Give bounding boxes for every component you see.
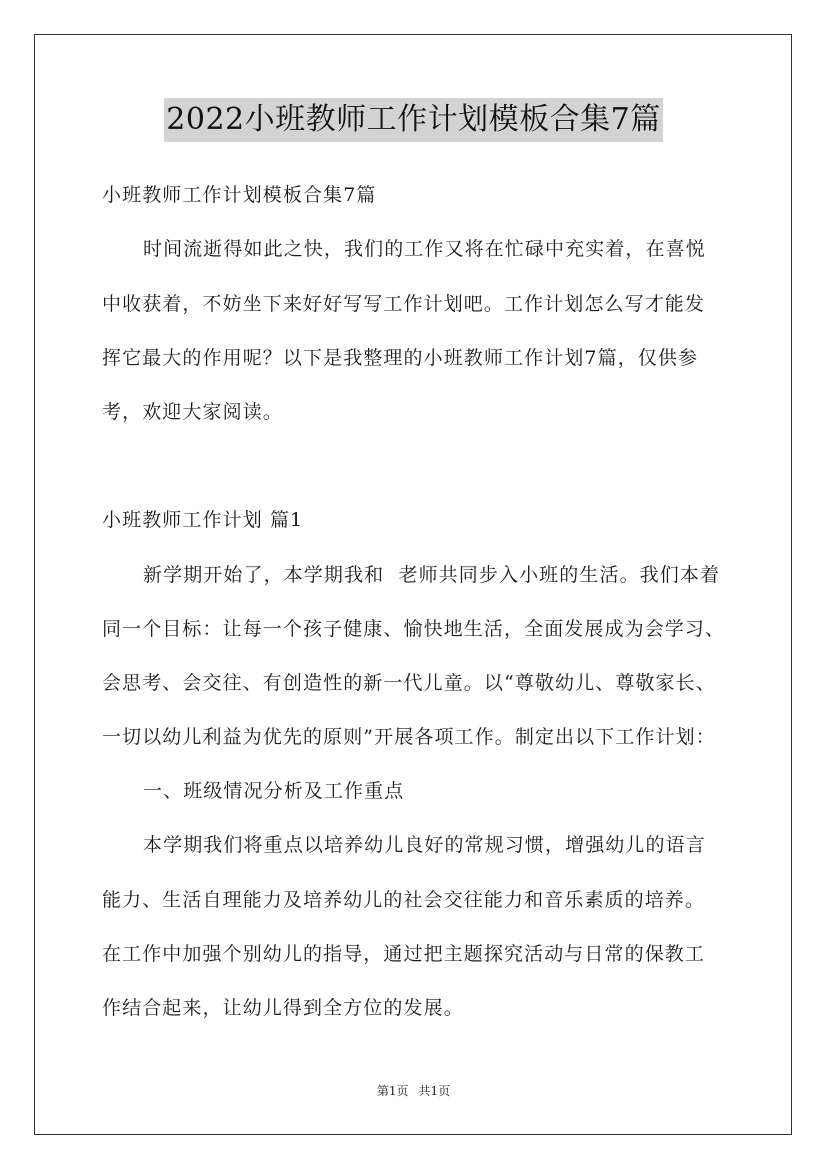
page-footer — [0, 1083, 827, 1099]
paragraph-line: 同一个目标：让每一个孩子健康、愉快地生活，全面发展成为会学习、 — [102, 618, 726, 640]
page-total: 共1页 — [418, 1084, 451, 1098]
paragraph-line: 新学期开始了，本学期我和 老师共同步入小班的生活。我们本着 — [143, 564, 721, 586]
paragraph-line: 作结合起来，让幼儿得到全方位的发展。 — [102, 997, 464, 1019]
document-subtitle: 小班教师工作计划模板合集7篇 — [102, 184, 377, 206]
intro-line: 考，欢迎大家阅读。 — [102, 401, 283, 423]
paragraph-line: 一切以幼儿利益为优先的原则”开展各项工作。制定出以下工作计划： — [102, 726, 716, 748]
paragraph-line: 在工作中加强个别幼儿的指导，通过把主题探究活动与日常的保教工 — [102, 943, 706, 965]
paragraph-line: 本学期我们将重点以培养幼儿良好的常规习惯，增强幼儿的语言 — [143, 834, 706, 856]
document-title: 2022小班教师工作计划模板合集7篇 — [164, 98, 662, 142]
paragraph-line: 会思考、会交往、有创造性的新一代儿童。以“尊敬幼儿、尊敬家长、 — [102, 672, 716, 694]
title-container — [0, 98, 827, 142]
intro-line: 中收获着，不妨坐下来好好写写工作计划吧。工作计划怎么写才能发 — [102, 293, 706, 315]
paragraph-line: 能力、生活自理能力及培养幼儿的社会交往能力和音乐素质的培养。 — [102, 889, 706, 911]
intro-line: 时间流逝得如此之快，我们的工作又将在忙碌中充实着，在喜悦 — [143, 238, 706, 260]
section-heading: 小班教师工作计划 篇1 — [102, 509, 304, 531]
page-number: 第1页 — [376, 1084, 409, 1098]
subheading: 一、班级情况分析及工作重点 — [143, 780, 405, 802]
intro-line: 挥它最大的作用呢？以下是我整理的小班教师工作计划7篇，仅供参 — [102, 347, 699, 369]
